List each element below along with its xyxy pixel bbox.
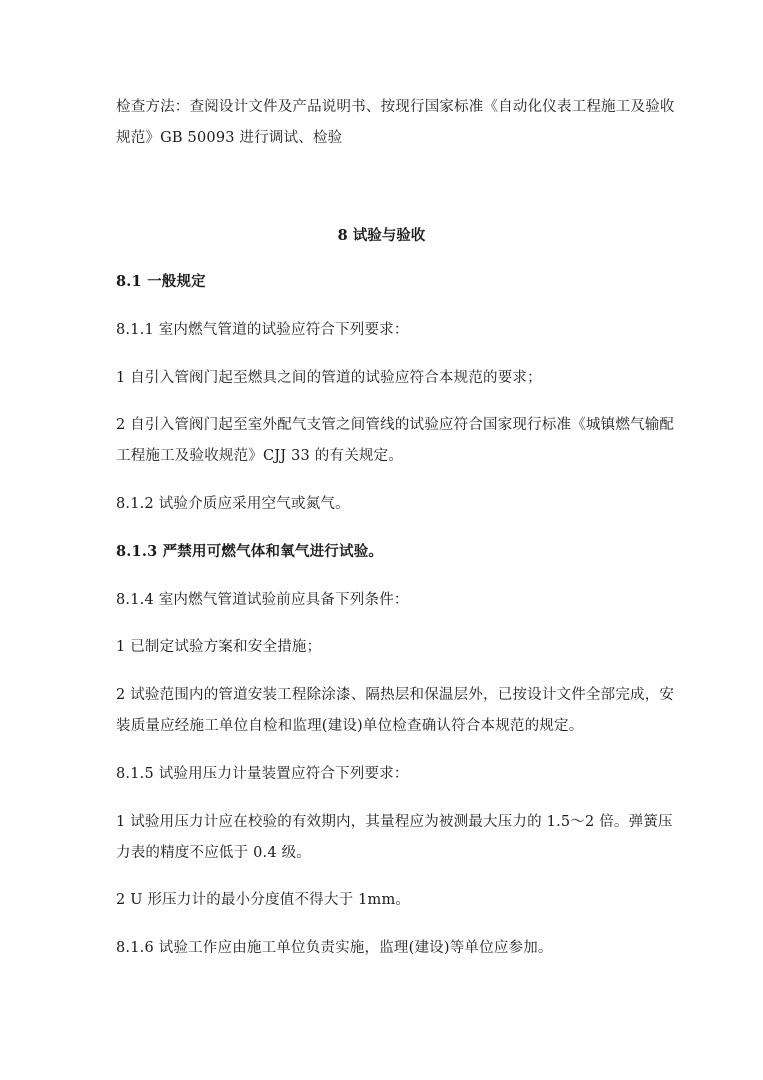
check-method-line-2: 规范》GB 50093 进行调试、检验 — [116, 130, 343, 146]
clause-8-1-5-item-2: 2 U 形压力计的最小分度值不得大于 1mm。 — [116, 892, 411, 908]
clause-8-1-1-item-1: 1 自引入管阀门起至燃具之间的管道的试验应符合本规范的要求； — [116, 370, 542, 386]
clause-8-1-3: 8.1.3 严禁用可燃气体和氧气进行试验。 — [116, 543, 384, 560]
clause-8-1-2: 8.1.2 试验介质应采用空气或氮气。 — [116, 496, 350, 512]
section-heading-8-1: 8.1 一般规定 — [116, 273, 206, 290]
chapter-title: 8 试验与验收 — [337, 227, 426, 244]
clause-8-1-5-item-1-line-1: 1 试验用压力计应在校验的有效期内，其量程应为被测最大压力的 1.5～2 倍。弹簧压 — [116, 814, 673, 830]
clause-8-1-5: 8.1.5 试验用压力计量装置应符合下列要求： — [116, 766, 409, 782]
clause-8-1-4-item-1: 1 已制定试验方案和安全措施； — [116, 639, 322, 655]
check-method-line-1: 检查方法：查阅设计文件及产品说明书、按现行国家标准《自动化仪表工程施工及验收 — [116, 99, 675, 115]
clause-8-1-4-item-2-line-1: 2 试验范围内的管道安装工程除涂漆、隔热层和保温层外，已按设计文件全部完成，安 — [116, 687, 675, 703]
clause-8-1-1-item-2-line-1: 2 自引入管阀门起至室外配气支管之间管线的试验应符合国家现行标准《城镇燃气输配 — [116, 417, 675, 433]
clause-8-1-1-item-2-line-2: 工程施工及验收规范》CJJ 33 的有关规定。 — [116, 448, 403, 464]
clause-8-1-5-item-1-line-2: 力表的精度不应低于 0.4 级。 — [116, 845, 311, 861]
clause-8-1-6: 8.1.6 试验工作应由施工单位负责实施，监理(建设)等单位应参加。 — [116, 940, 553, 956]
clause-8-1-1: 8.1.1 室内燃气管道的试验应符合下列要求： — [116, 322, 409, 338]
clause-8-1-4: 8.1.4 室内燃气管道试验前应具备下列条件： — [116, 592, 409, 608]
clause-8-1-4-item-2-line-2: 装质量应经施工单位自检和监理(建设)单位检查确认符合本规范的规定。 — [116, 718, 584, 734]
